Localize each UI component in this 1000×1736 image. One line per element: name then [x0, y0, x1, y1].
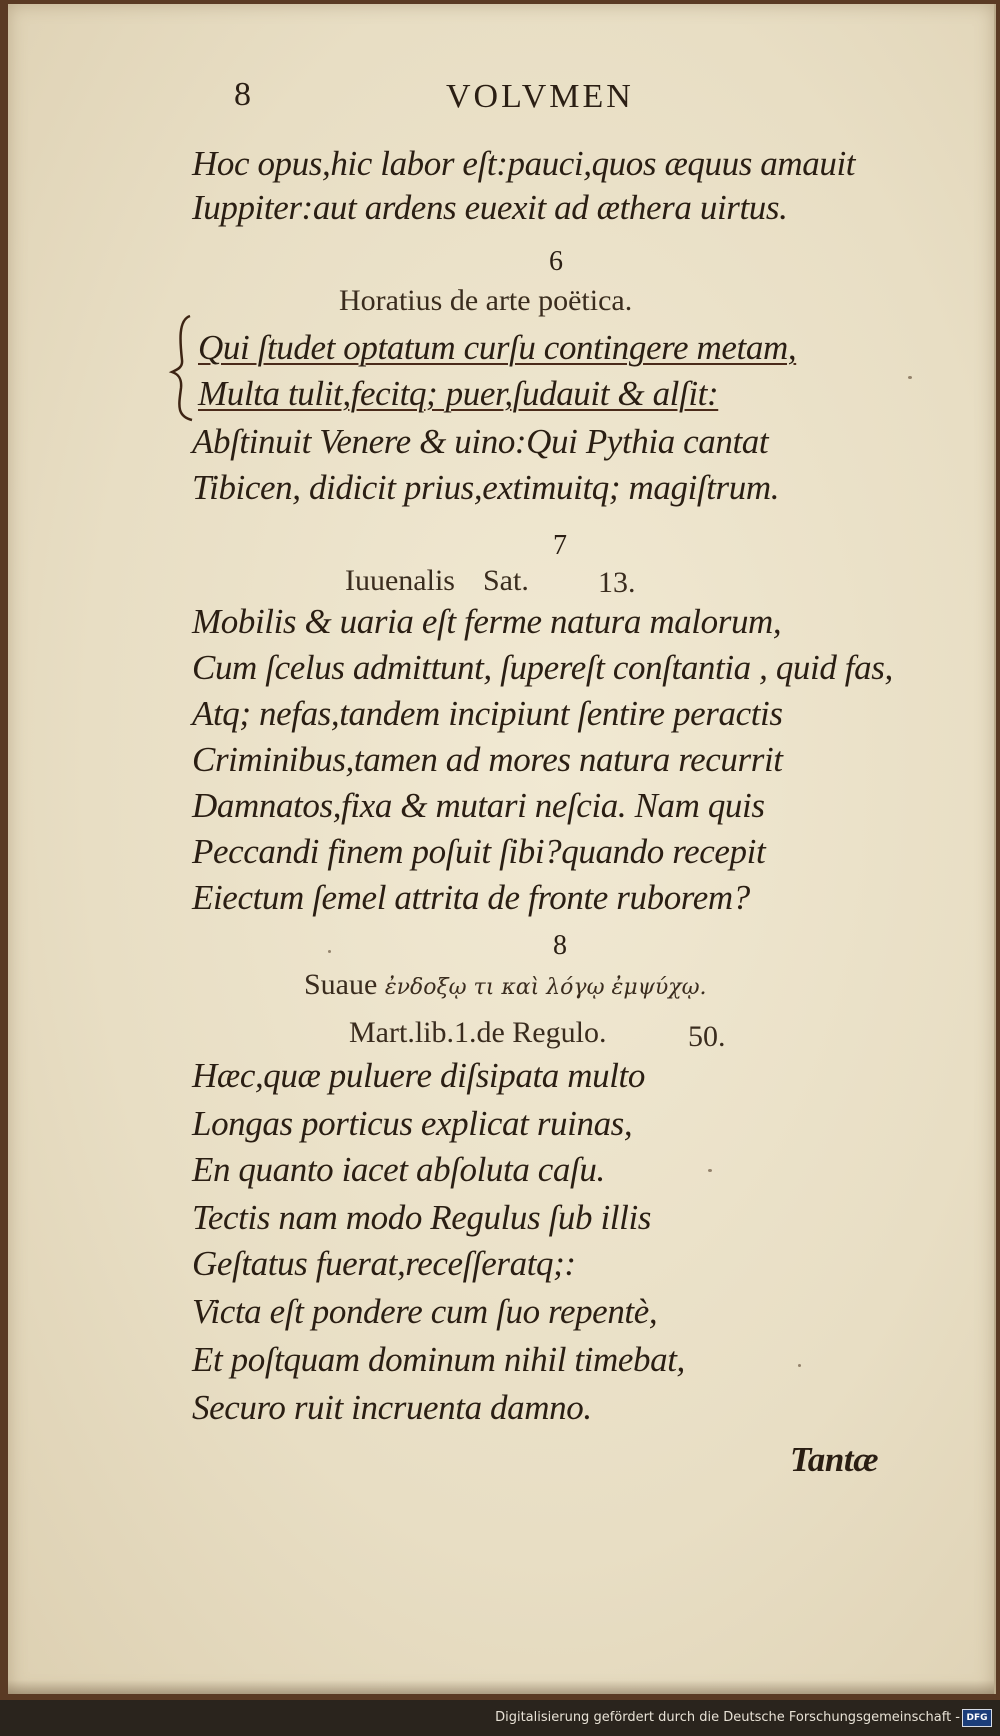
verse-line: Eiectum ſemel attrita de fronte ruborem? [192, 878, 750, 917]
verse-line: Peccandi finem poſuit ſibi?quando recepit [192, 832, 766, 871]
verse-line: Cum ſcelus admittunt, ſupereſt conſtantia , quid fas, [192, 648, 893, 687]
handwritten-bracket [168, 312, 198, 422]
page-shadow [8, 1680, 994, 1694]
verse-line: Longas porticus explicat ruinas, [192, 1104, 633, 1143]
underlined-verse-line: Multa tulit,fecitq; puer,ſudauit & alſit: [198, 374, 719, 413]
section-number: 6 [549, 246, 563, 277]
verse-line: Damnatos,fixa & mutari neſcia. Nam quis [192, 786, 765, 825]
verse-line: Iuppiter:aut ardens euexit ad æthera uirtus. [192, 188, 788, 227]
verse-line: Tibicen, didicit prius,extimuitq; magiſtrum. [192, 468, 780, 507]
verse-line: Hæc,quæ puluere diſsipata multo [192, 1056, 645, 1095]
source-citation: Mart.lib.1.de Regulo. [349, 1016, 607, 1049]
motto-line [304, 968, 707, 1002]
verse-line: En quanto iacet abſoluta caſu. [192, 1150, 605, 1189]
paper-speck [908, 376, 912, 379]
motto-greek: ἐνδοξῳ τι καὶ λόγῳ ἐμψύχῳ. [384, 975, 707, 1000]
verse-line: Abſtinuit Venere & uino:Qui Pythia cantat [192, 422, 769, 461]
page-header [8, 76, 994, 126]
verse-line: Atq; nefas,tandem incipiunt ſentire peractis [192, 694, 783, 733]
source-number: 50. [688, 1020, 726, 1053]
verse-line: Et poſtquam dominum nihil timebat, [192, 1340, 685, 1379]
verse-line: Mobilis & uaria eſt ferme natura malorum, [192, 602, 782, 641]
section-heading-work: Sat. [483, 564, 529, 597]
verse-line: Criminibus,tamen ad mores natura recurrit [192, 740, 783, 779]
paper-speck [328, 950, 331, 953]
book-page [8, 4, 996, 1694]
footer-credit: Digitalisierung gefördert durch die Deutsche Forschungsgemeinschaft - [495, 1710, 960, 1725]
verse-line: Securo ruit incruenta damno. [192, 1388, 592, 1427]
running-head: VOLVMEN [446, 78, 634, 115]
section-heading: Horatius de arte poëtica. [339, 284, 633, 317]
verse-line: Tectis nam modo Regulus ſub illis [192, 1198, 651, 1237]
dfg-logo-icon: DFG [962, 1709, 992, 1727]
underlined-verse-line: Qui ſtudet optatum curſu contingere metam, [198, 328, 797, 367]
verse-line: Geſtatus fuerat,receſſeratq;: [192, 1244, 576, 1283]
digitization-footer [0, 1700, 1000, 1736]
page-number: 8 [234, 76, 251, 113]
motto-latin: Suaue [304, 968, 378, 1001]
catchword: Tantæ [790, 1440, 879, 1479]
verse-line: Hoc opus,hic labor eſt:pauci,quos æquus amauit [192, 144, 856, 183]
section-number: 7 [553, 530, 567, 561]
paper-speck [798, 1364, 801, 1367]
verse-line: Victa eſt pondere cum ſuo repentè, [192, 1292, 658, 1331]
section-heading-number: 13. [598, 566, 636, 599]
section-heading-author: Iuuenalis [345, 564, 455, 597]
section-number: 8 [553, 930, 567, 961]
paper-speck [708, 1169, 712, 1172]
